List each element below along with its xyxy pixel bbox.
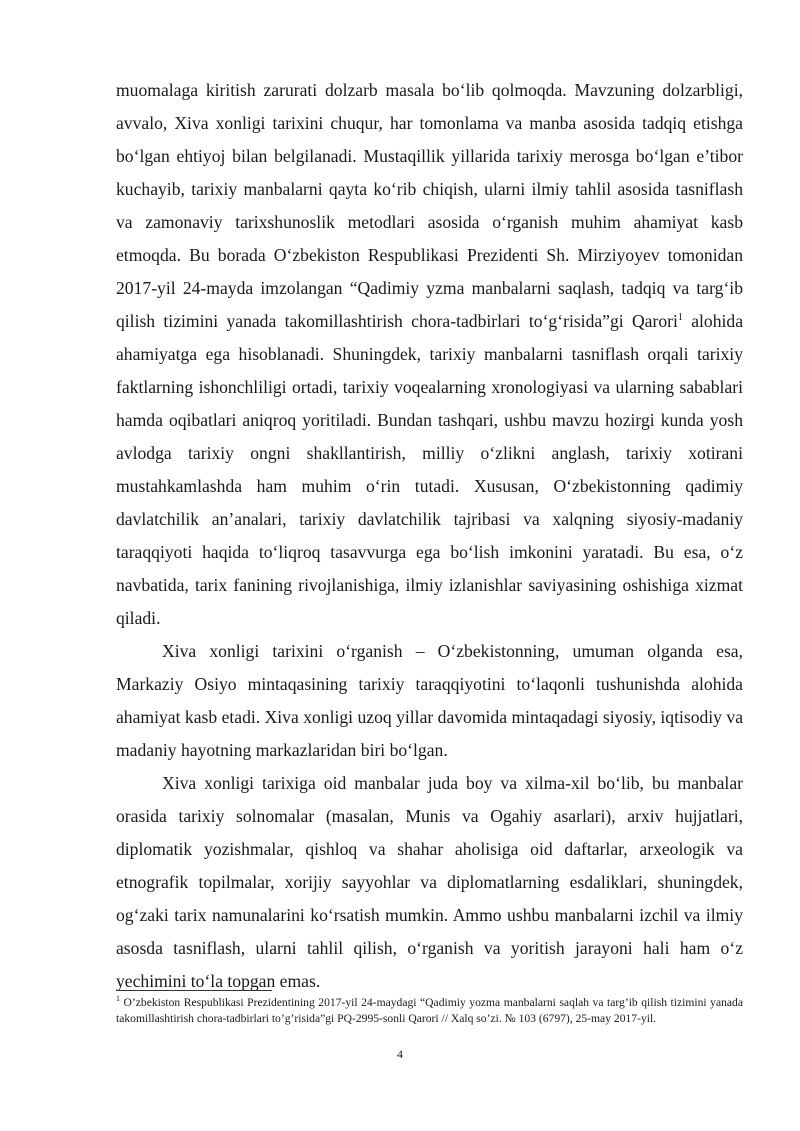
paragraph-1-text-a: muomalaga kiritish zarurati dolzarb masala bo‘lib qolmoqda. Mavzuning dolzarbligi, avvalo, Xiva xonligi tarixini chuqur, har tomonlama va manba asosida tadqiq etishga bo‘lgan ehtiyoj bilan belgilanadi. Mustaqillik yillarida tarixiy merosga bo‘lgan e’tibor kuchayib, tarixiy manbalarni qayta ko‘rib chiqish, ularni ilmiy tahlil asosida tasniflash va zamonaviy tarixshunoslik metodlari asosida o‘rganish muhim ahamiyat kasb etmoqda. Bu borada O‘zbekiston Respublikasi Prezidenti Sh. Mirziyoyev tomonidan 2017-yil 24-mayda imzolangan “Qadimiy yzma manbalarni saqlash, tadqiq va targ‘ib qilish tizimini yanada takomillashtirish chora-tadbirlari to‘g‘risida”gi Qarori [116,80,743,331]
footnote-text: O’zbekiston Respublikasi Prezidentining 2017-yil 24-maydagi “Qadimiy yozma manbalarni saqlah va targ’ib qilish tizimini yanada takomillashtirish chora-tadbirlari to’g’risida”gi PQ-2995-sonli Qarori // Xalq so’zi. № 103 (6797), 25-may 2017-yil. [116,996,743,1025]
footnote-marker: 1 [116,994,120,1004]
footnote-separator [116,990,272,991]
page-number: 4 [397,1047,403,1061]
paragraph-1-text-b: alohida ahamiyatga ega hisoblanadi. Shuningdek, tarixiy manbalarni tasniflash orqali tarixiy faktlarning ishonchliligi ortadi, tarixiy voqealarning xronologiyasi va ularning sabablari hamda oqibatlari aniqroq yoritiladi. Bundan tashqari, ushbu mavzu hozirgi kunda yosh avlodga tarixiy ongni shakllantirish, milliy o‘zlikni anglash, tarixiy xotirani mustahkamlashda ham muhim o‘rin tutadi. Xususan, O‘zbekistonning qadimiy davlatchilik an’analari, tarixiy davlatchilik tajribasi va xalqning siyosiy-madaniy taraqqiyoti haqida to‘liqroq tasavvurga ega bo‘lish imkonini yaratadi. Bu esa, o‘z navbatida, tarix fanining rivojlanishiga, ilmiy izlanishlar saviyasining oshishiga xizmat qiladi. [116,311,744,628]
paragraph-3: Xiva xonligi tarixiga oid manbalar juda boy va xilma-xil bo‘lib, bu manbalar orasida tarixiy solnomalar (masalan, Munis va Ogahiy asarlari), arxiv hujjatlari, diplomatik yozishmalar, qishloq va shahar aholisiga oid daftarlar, arxeologik va etnografik topilmalar, xorijiy sayyohlar va diplomatlarning esdaliklari, shuningdek, og‘zaki tarix namunalarini ko‘rsatish mumkin. Ammo ushbu manbalarni izchil va ilmiy asosda tasniflash, ularni tahlil qilish, o‘rganish va yoritish jarayoni hali ham o‘z yechimini to‘la topgan emas. [116,773,743,991]
footnote-1 [116,995,743,1027]
paragraph-1 [116,74,743,635]
paragraph-2: Xiva xonligi tarixini o‘rganish – O‘zbekistonning, umuman olganda esa, Markaziy Osiyo mintaqasining tarixiy taraqqiyotini to‘laqonli tushunishda alohida ahamiyat kasb etadi. Xiva xonligi uzoq yillar davomida mintaqadagi siyosiy, iqtisodiy va madaniy hayotning markazlaridan biri bo‘lgan. [116,641,743,760]
page-body [116,74,743,998]
footnote-reference-1[interactable]: 1 [677,312,683,324]
